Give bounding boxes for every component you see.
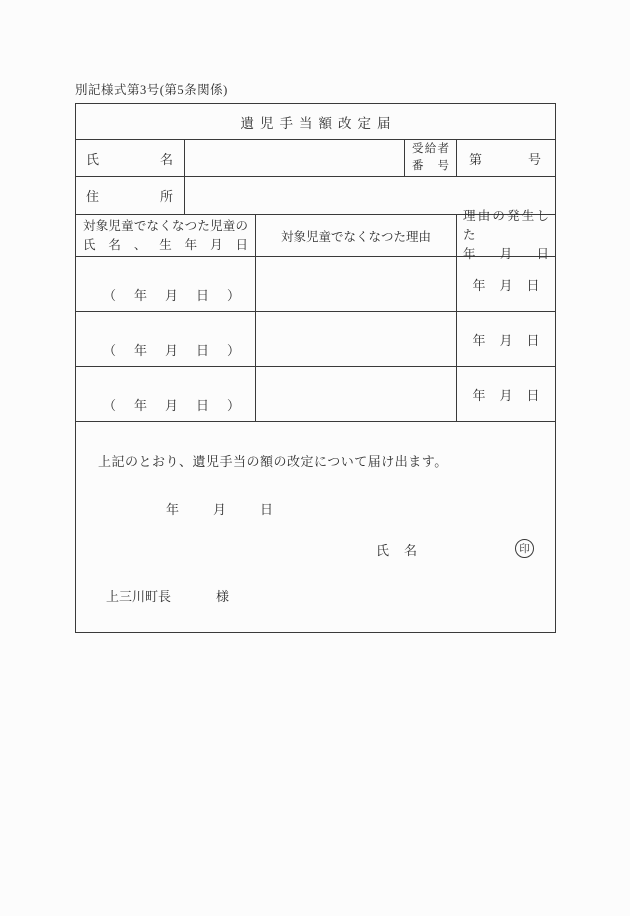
children-table-header (76, 209, 555, 261)
seal-character: 印 (519, 544, 530, 555)
header-occurrence-line1: 理由の発生した (463, 209, 549, 243)
child-3-reason-cell (255, 367, 456, 421)
child-row-1 (76, 256, 555, 311)
header-reason (255, 215, 456, 256)
child-1-occurrence-date-cell (456, 257, 555, 311)
signature-section (76, 421, 555, 632)
notification-form (75, 103, 556, 633)
recipient-number-label-cell (404, 140, 456, 176)
header-occurrence-date (456, 209, 555, 261)
child-2-birthdate-placeholder: （年月日） (103, 343, 259, 358)
child-1-reason-cell (255, 257, 456, 311)
recipient-number-label-line2: 番号 (412, 160, 449, 172)
header-child-name-birthdate (76, 215, 255, 256)
child-3-occurrence-placeholder: 年月日 (472, 387, 554, 403)
header-child-name-line1: 対象児童でなくなつた児童の (83, 218, 248, 233)
child-3-birthdate-placeholder: （年月日） (103, 398, 259, 413)
child-2-name-birthdate-cell (76, 312, 259, 366)
child-3-name-birthdate-cell (76, 367, 259, 421)
name-label-cell (76, 140, 184, 176)
signature-name-label: 氏名 (376, 543, 433, 558)
header-occurrence-line2: 年月日 (463, 246, 549, 261)
address-label-cell (76, 177, 184, 214)
name-value-cell (184, 140, 404, 176)
child-row-2 (76, 311, 555, 366)
address-label: 住所 (86, 189, 173, 204)
addressee-name: 上三川町長 (106, 589, 172, 604)
child-2-occurrence-placeholder: 年月日 (472, 332, 554, 348)
recipient-number-label-line1: 受給者 (412, 143, 449, 156)
child-1-occurrence-placeholder: 年月日 (472, 277, 554, 293)
seal-mark-icon (515, 539, 534, 558)
child-1-birthdate-placeholder: （年月日） (103, 288, 259, 303)
submission-date-placeholder: 年月日 (166, 502, 308, 517)
form-title: 遺児手当額改定届 (240, 115, 397, 131)
form-reference-label: 別記様式第3号(第5条関係) (75, 83, 228, 97)
signature-area (76, 422, 555, 632)
addressee-honorific: 様 (216, 589, 230, 604)
name-label: 氏名 (86, 151, 173, 167)
addressee-line (106, 586, 229, 605)
child-3-occurrence-date-cell (456, 367, 555, 421)
declaration-sentence: 上記のとおり、遺児手当の額の改定について届け出ます。 (98, 454, 448, 469)
title-row (76, 104, 555, 139)
child-2-occurrence-date-cell (456, 312, 555, 366)
recipient-number-prefix: 第 (469, 151, 483, 167)
child-2-reason-cell (255, 312, 456, 366)
child-1-name-birthdate-cell (76, 257, 259, 311)
recipient-number-value-cell (456, 140, 555, 176)
header-child-name-line2: 氏名、生年月日 (83, 237, 248, 252)
name-row (76, 139, 555, 176)
header-reason-label: 対象児童でなくなつた理由 (280, 229, 431, 244)
recipient-number-suffix: 号 (527, 151, 541, 167)
child-row-3 (76, 366, 555, 421)
